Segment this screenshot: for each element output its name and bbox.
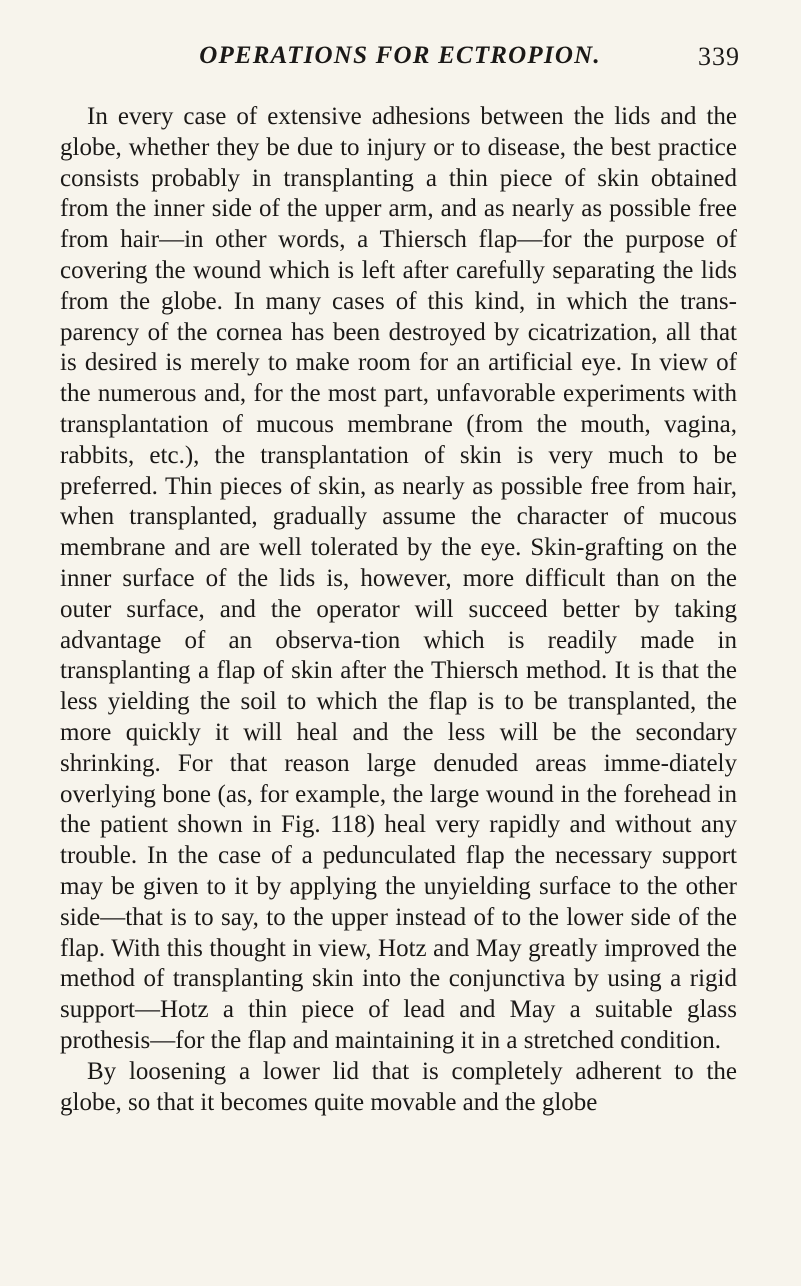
running-head — [60, 42, 740, 82]
paragraph-loosening-lower-lid: By loosening a lower lid that is completely adherent to the globe, so that it becomes quite movable and the globe — [60, 1057, 737, 1116]
paragraph-adhesions: In every case of extensive adhesions between the lids and the globe, whether they be due to injury or to disease, the best practice consists probably in transplanting a thin piece of skin obtained from the inner side of the upper arm, and as nearly as possible free from hair—in other words, a Thiersch flap—for the purpose of covering the wound which is left after carefully separating the lids from the globe. In many cases of this kind, in which the trans-parency of the cornea has been destroyed by cicatrization, all that is desired is merely to make room for an artificial eye. In view of the numerous and, for the most part, unfavorable experiments with transplantation of mucous membrane (from the mouth, vagina, rabbits, etc.), the transplantation of skin is very much to be preferred. Thin pieces of skin, as nearly as possible free from hair, when transplanted, gradually assume the character of mucous membrane and are well tolerated by the eye. Skin-grafting on the inner surface of the lids is, however, more difficult than on the outer surface, and the operator will succeed better by taking advantage of an observa-tion which is readily made in transplanting a flap of skin after the Thiersch method. It is that the less yielding the soil to which the flap is to be transplanted, the more quickly it will heal and the less will be the secondary shrinking. For that reason large denuded areas imme-diately overlying bone (as, for example, the large wound in the forehead in the patient shown in Fig. 118) heal very rapidly and without any trouble. In the case of a pedunculated flap the necessary support may be given to it by applying the unyielding surface to the other side—that is to say, to the upper instead of to the lower side of the flap. With this thought in view, Hotz and May greatly improved the method of transplanting skin into the conjunctiva by using a rigid support—Hotz a thin piece of lead and May a suitable glass prothesis—for the flap and maintaining it in a stretched condition. — [60, 103, 737, 1054]
page-number: 339 — [698, 42, 740, 71]
body-text — [60, 102, 737, 1118]
running-title: OPERATIONS FOR ECTROPION. — [199, 42, 601, 69]
